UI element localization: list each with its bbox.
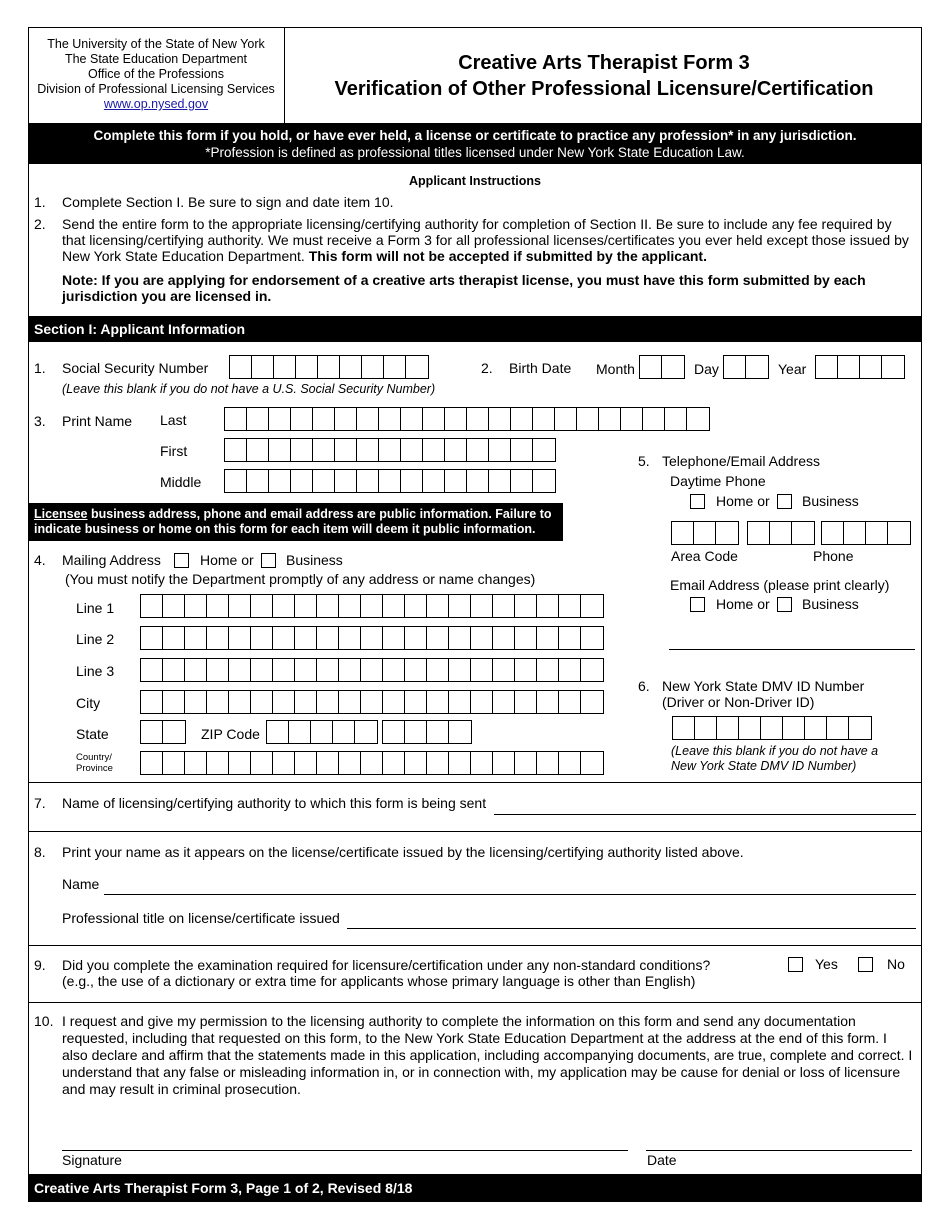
date-label: Date <box>647 1152 677 1168</box>
instructions-heading: Applicant Instructions <box>409 174 541 188</box>
birth-month-input[interactable] <box>639 355 685 379</box>
q4-number: 4. <box>34 552 46 568</box>
form-footer: Creative Arts Therapist Form 3, Page 1 of 2, Revised 8/18 <box>28 1174 922 1202</box>
state-label: State <box>76 726 109 742</box>
phone-home-checkbox[interactable] <box>690 494 705 509</box>
q1-number: 1. <box>34 360 46 376</box>
nonstandard-yes-checkbox[interactable] <box>788 957 803 972</box>
birth-year-input[interactable] <box>815 355 905 379</box>
page-title <box>286 50 922 102</box>
no-label: No <box>887 956 905 972</box>
date-line[interactable] <box>646 1150 912 1151</box>
dmv-hint-line1: (Leave this blank if you do not have a <box>671 744 879 758</box>
mailing-address-label: Mailing Address <box>62 552 161 568</box>
yes-label: Yes <box>815 956 838 972</box>
banner-line-1: Complete this form if you hold, or have ever held, a license or certificate to practice any profession* in any jurisdiction. <box>93 128 857 143</box>
instr-num: 2. <box>34 216 46 232</box>
agency-block <box>28 27 285 123</box>
instr-item-2 <box>62 216 914 264</box>
month-label: Month <box>596 361 635 377</box>
line2-label: Line 2 <box>76 631 115 647</box>
instr-note: Note: If you are applying for endorsement of a creative arts therapist license, you must have this form submitted by each jurisdiction you are licensed in. <box>62 272 866 304</box>
address-home-checkbox[interactable] <box>174 553 189 568</box>
instr-item-2-text: Send the entire form to the appropriate licensing/certifying authority for completion of Section II. Be sure to include any fee required by that licensing/certifying authority. We must receive a Form 3 for all professional licenses/certificates you ever held except those issued by New York State Education Department. <box>62 216 909 264</box>
instr-num: 1. <box>34 194 46 210</box>
license-name-instruction: Print your name as it appears on the license/certificate issued by the licensing/certifying authority listed above. <box>62 844 744 860</box>
license-name-label: Name <box>62 876 100 892</box>
signature-label: Signature <box>62 1152 122 1168</box>
q5-number: 5. <box>638 453 650 469</box>
banner-line-2: *Profession is defined as professional titles licensed under New York State Education Law. <box>205 145 745 160</box>
phone-home-label: Home or <box>716 493 770 509</box>
website-link[interactable]: www.op.nysed.gov <box>103 97 209 111</box>
country-label <box>76 752 113 774</box>
ssn-hint: (Leave this blank if you do not have a U.S. Social Security Number) <box>62 382 436 396</box>
authority-input-line[interactable] <box>494 814 916 815</box>
zip-input[interactable] <box>266 720 378 744</box>
permission-statement: I request and give my permission to the licensing authority to complete the information on this form and send any documentation requested, including that requested on this form, to the New York State Education Department at the address at the end of this form. I also declare and affirm that the statements made in this application, including accompanying documents, are true, complete and correct. I understand that any false or misleading information in, or in connection with, my application may be cause for denial or loss of licensure and may result in criminal prosecution. <box>62 1013 913 1097</box>
q10-number: 10. <box>34 1013 54 1029</box>
instr-item-2-bold: This form will not be accepted if submitted by the applicant. <box>308 248 707 264</box>
address-line3-input[interactable] <box>140 658 604 682</box>
country-label-line2: Province <box>76 763 113 774</box>
email-business-label: Business <box>802 596 859 612</box>
middle-name-label: Middle <box>160 474 202 490</box>
middle-name-input[interactable] <box>224 469 556 493</box>
agency-line: Division of Professional Licensing Services <box>37 82 275 96</box>
q8-number: 8. <box>34 844 46 860</box>
print-name-label: Print Name <box>62 413 133 429</box>
area-code-label: Area Code <box>671 548 738 564</box>
email-label: Email Address (please print clearly) <box>670 577 890 593</box>
address-home-label: Home or <box>200 552 254 568</box>
ssn-label: Social Security Number <box>62 360 209 376</box>
address-hint: (You must notify the Department promptly of any address or name changes) <box>65 571 536 587</box>
birth-day-input[interactable] <box>723 355 769 379</box>
year-label: Year <box>778 361 807 377</box>
phone-label: Phone <box>813 548 854 564</box>
daytime-phone-label: Daytime Phone <box>670 473 766 489</box>
first-name-label: First <box>160 443 188 459</box>
line3-label: Line 3 <box>76 663 115 679</box>
country-label-line1: Country/ <box>76 752 112 763</box>
line1-label: Line 1 <box>76 600 115 616</box>
title-line-1: Creative Arts Therapist Form 3 <box>458 52 750 74</box>
zip-label: ZIP Code <box>201 726 260 742</box>
email-input-line[interactable] <box>669 649 915 650</box>
dmv-hint-line2: New York State DMV ID Number) <box>671 759 857 773</box>
day-label: Day <box>694 361 719 377</box>
nonstandard-no-checkbox[interactable] <box>858 957 873 972</box>
address-business-label: Business <box>286 552 343 568</box>
telephone-email-label: Telephone/Email Address <box>662 453 820 469</box>
agency-line: Office of the Professions <box>88 67 224 81</box>
email-home-label: Home or <box>716 596 770 612</box>
title-line-2: Verification of Other Professional Licensure/Certification <box>334 78 874 100</box>
signature-line[interactable] <box>62 1150 628 1151</box>
birth-date-label: Birth Date <box>509 360 572 376</box>
q9-number: 9. <box>34 957 46 973</box>
license-name-input-line[interactable] <box>104 894 916 895</box>
phone-prefix-input[interactable] <box>747 521 815 545</box>
divider <box>28 945 922 946</box>
last-name-input[interactable] <box>224 407 710 431</box>
divider <box>28 831 922 832</box>
address-business-checkbox[interactable] <box>261 553 276 568</box>
q3-number: 3. <box>34 413 46 429</box>
section-heading: Section I: Applicant Information <box>28 316 922 342</box>
dmv-label-line1: New York State DMV ID Number <box>662 678 865 694</box>
professional-title-input-line[interactable] <box>347 928 916 929</box>
q7-number: 7. <box>34 795 46 811</box>
q2-number: 2. <box>481 360 493 376</box>
divider <box>28 782 922 783</box>
nonstandard-question-line1: Did you complete the examination required for licensure/certification under any non-standard conditions? <box>62 957 711 973</box>
info-banner <box>28 123 922 164</box>
address-line1-input[interactable] <box>140 594 604 618</box>
q6-number: 6. <box>638 678 650 694</box>
professional-title-label: Professional title on license/certificate issued <box>62 910 340 926</box>
public-info-notice <box>28 503 563 541</box>
instr-item-1: Complete Section I. Be sure to sign and date item 10. <box>62 194 394 210</box>
first-name-input[interactable] <box>224 438 556 462</box>
country-input[interactable] <box>140 751 604 775</box>
notice-text: business address, phone and email address are public information. Failure to indicate business or home on this form for each item will deem it public information. <box>34 507 552 536</box>
authority-label: Name of licensing/certifying authority to which this form is being sent <box>62 795 487 811</box>
divider <box>28 1002 922 1003</box>
phone-line-input[interactable] <box>821 521 911 545</box>
dmv-label-line2: (Driver or Non-Driver ID) <box>662 694 815 710</box>
notice-licensee: Licensee <box>34 507 88 521</box>
nonstandard-question-line2: (e.g., the use of a dictionary or extra time for applicants whose primary language is other than English) <box>62 973 696 989</box>
state-input[interactable] <box>140 720 186 744</box>
phone-business-label: Business <box>802 493 859 509</box>
agency-line: The State Education Department <box>64 52 248 66</box>
agency-line: The University of the State of New York <box>47 37 265 51</box>
phone-business-checkbox[interactable] <box>777 494 792 509</box>
email-home-checkbox[interactable] <box>690 597 705 612</box>
ssn-input[interactable] <box>229 355 429 379</box>
zip-plus4-input[interactable] <box>382 720 472 744</box>
city-label: City <box>76 695 101 711</box>
email-business-checkbox[interactable] <box>777 597 792 612</box>
address-line2-input[interactable] <box>140 626 604 650</box>
area-code-input[interactable] <box>671 521 739 545</box>
city-input[interactable] <box>140 690 604 714</box>
last-name-label: Last <box>160 412 187 428</box>
dmv-id-input[interactable] <box>672 716 872 740</box>
